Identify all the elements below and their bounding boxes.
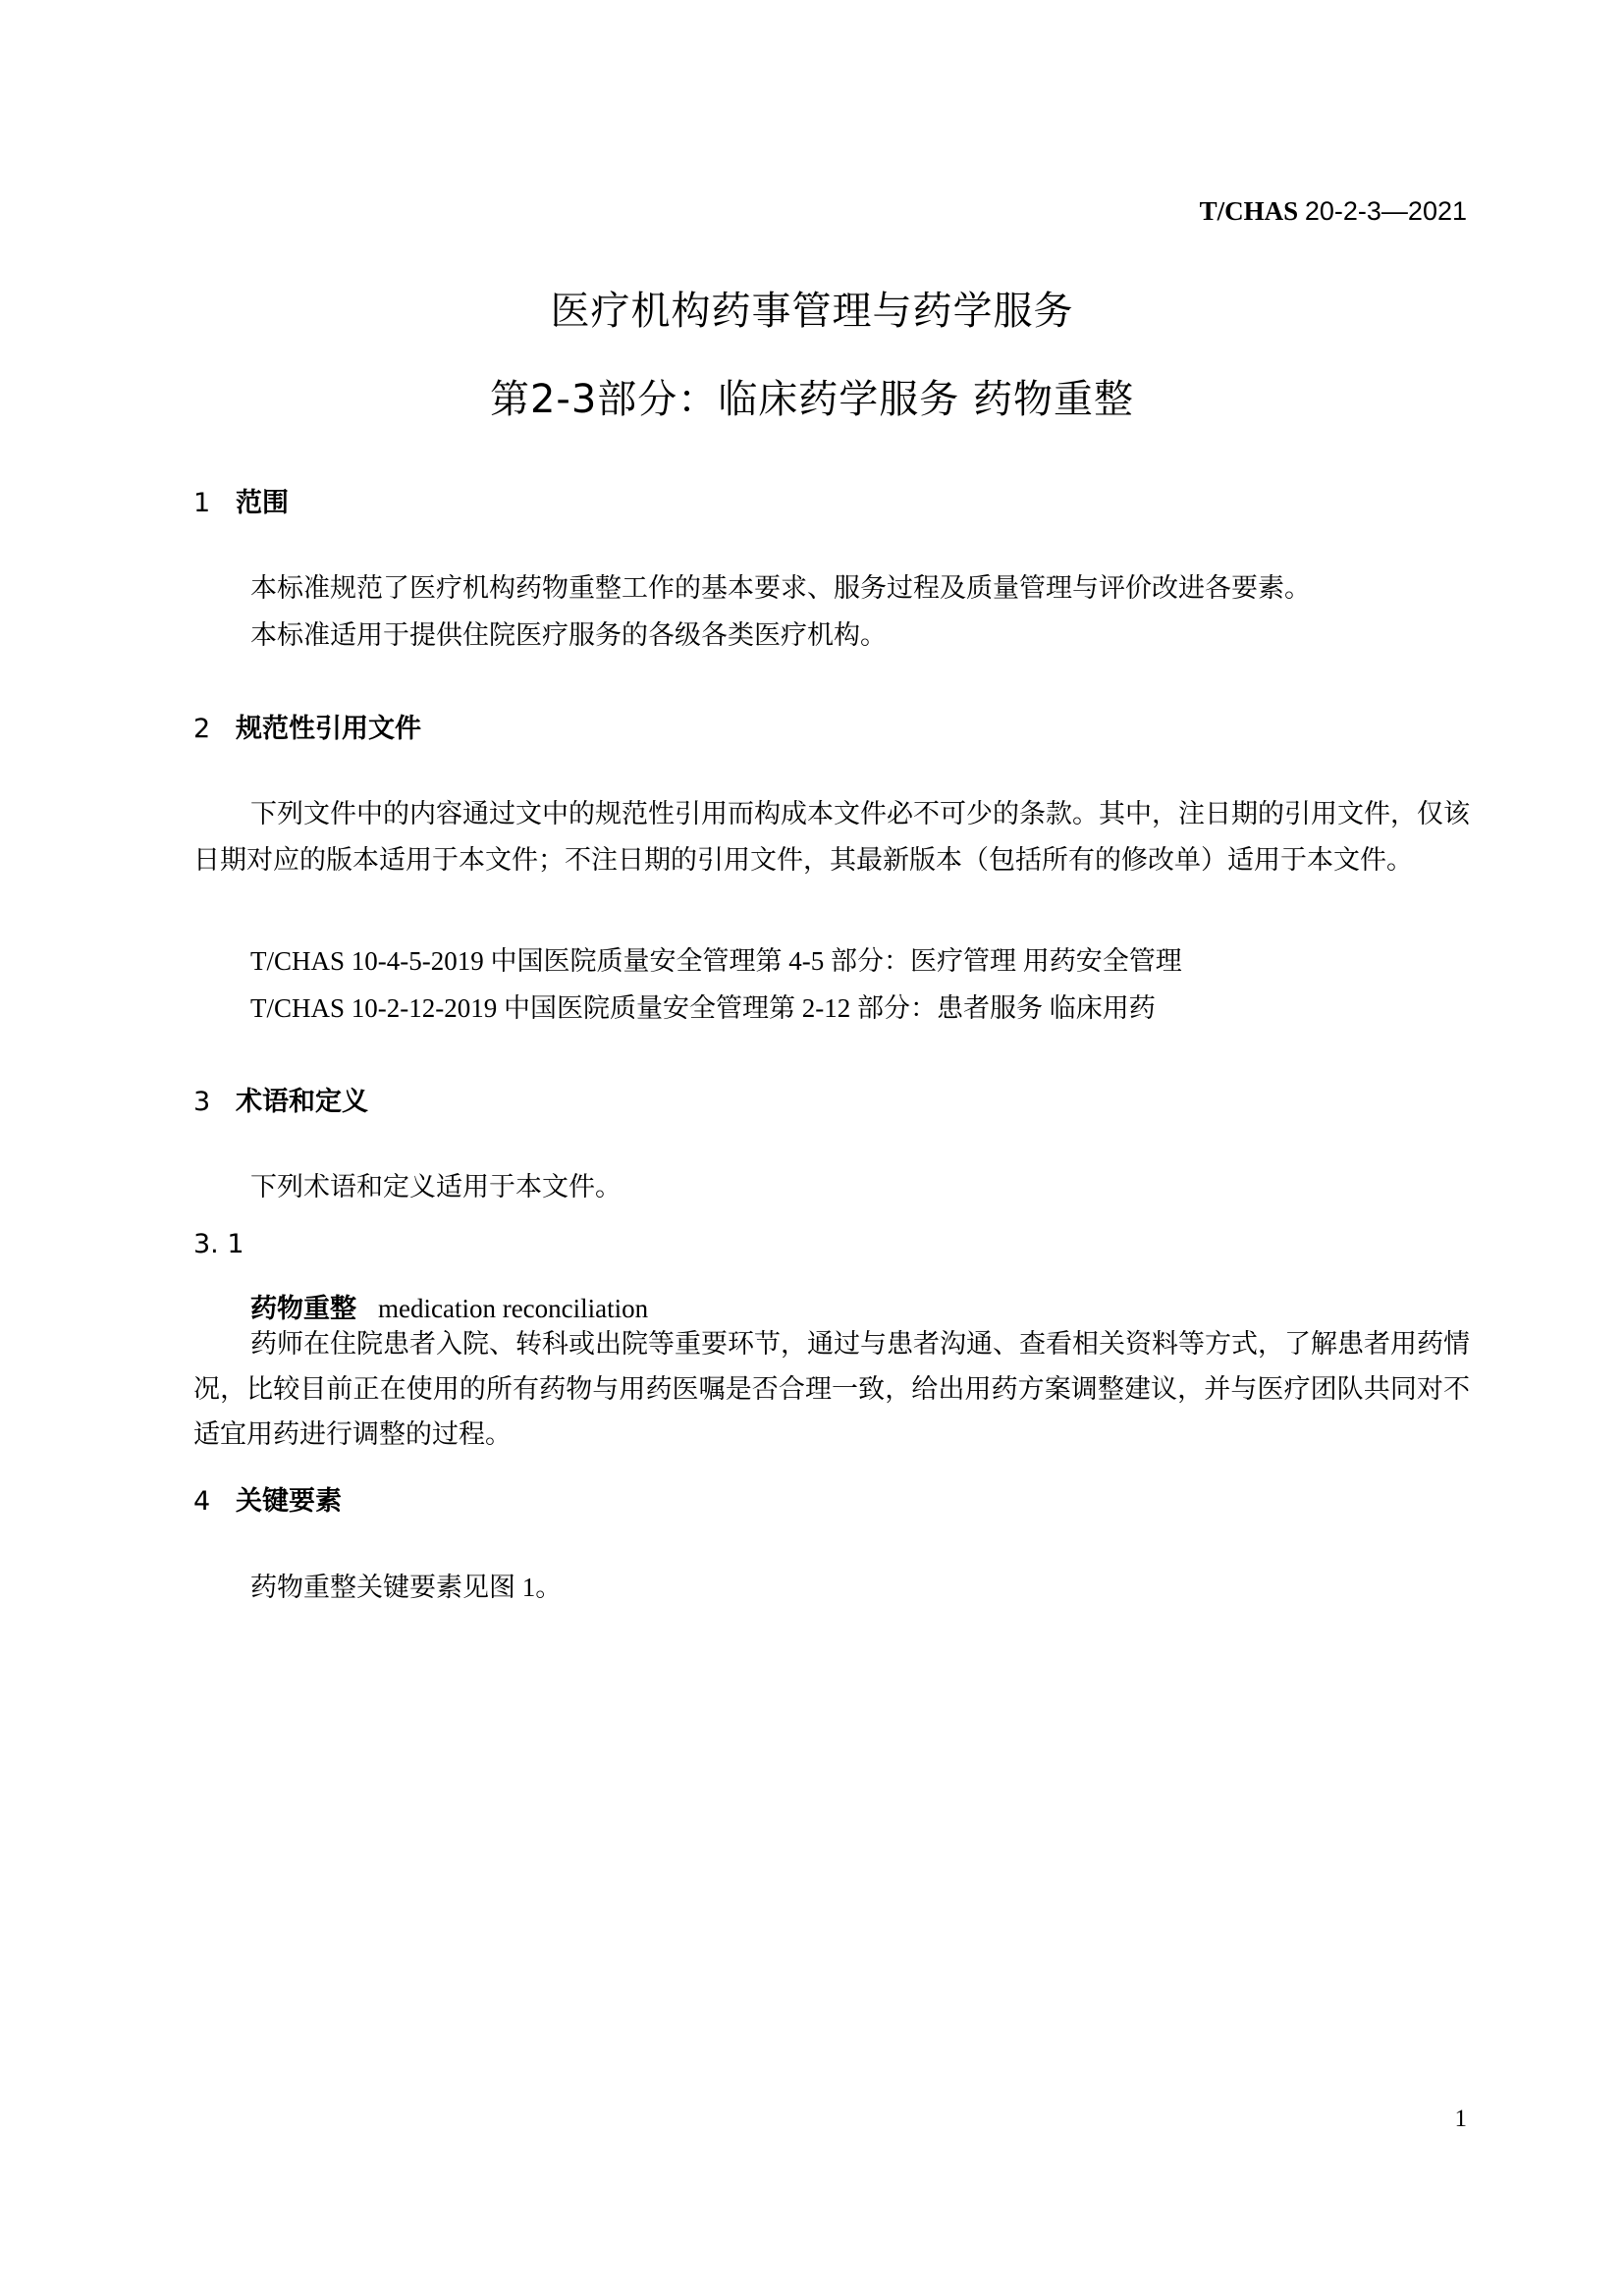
section-title: 范围 — [236, 488, 289, 518]
document-subtitle: 第2-3部分：临床药学服务 药物重整 — [489, 377, 1135, 422]
standard-code — [1200, 196, 1467, 227]
section-number: 4 — [193, 1486, 211, 1517]
references-intro-paragraph: 下列文件中的内容通过文中的规范性引用而构成本文件必不可少的条款。其中，注日期的引用文件，仅该日期对应的版本适用于本文件；不注日期的引用文件，其最新版本（包括所有的修改单）适用于本文件。 — [193, 799, 1470, 875]
section-4-heading — [193, 1479, 342, 1518]
standard-code-number: 20-2-3—2021 — [1304, 196, 1467, 226]
scope-paragraph-1: 本标准规范了医疗机构药物重整工作的基本要求、服务过程及质量管理与评价改进各要素。 — [250, 573, 1311, 603]
section-title: 关键要素 — [236, 1486, 342, 1517]
section-number: 3 — [193, 1087, 211, 1117]
key-elements-paragraph: 药物重整关键要素见图 1。 — [250, 1573, 563, 1602]
terms-intro-paragraph: 下列术语和定义适用于本文件。 — [250, 1172, 622, 1201]
page-number: 1 — [1454, 2106, 1467, 2132]
term-chinese: 药物重整 — [250, 1294, 356, 1324]
standard-code-prefix: T/CHAS — [1199, 196, 1305, 226]
section-title: 术语和定义 — [236, 1087, 368, 1117]
section-3-heading — [193, 1080, 368, 1118]
scope-paragraph-2: 本标准适用于提供住院医疗服务的各级各类医疗机构。 — [250, 620, 887, 650]
reference-item-1: T/CHAS 10-4-5-2019 中国医院质量安全管理第 4-5 部分：医疗管理 用药安全管理 — [250, 946, 1182, 976]
subclause-number: 3. 1 — [193, 1229, 244, 1259]
section-number: 2 — [193, 714, 211, 744]
section-1-heading — [193, 481, 289, 519]
section-number: 1 — [193, 488, 211, 518]
section-title: 规范性引用文件 — [236, 714, 421, 744]
document-title: 医疗机构药事管理与药学服务 — [550, 289, 1074, 334]
term-english: medication reconciliation — [378, 1294, 649, 1323]
reference-item-2: T/CHAS 10-2-12-2019 中国医院质量安全管理第 2-12 部分：患者服务 临床用药 — [250, 993, 1156, 1023]
section-2-heading — [193, 707, 421, 745]
term-definition: 药师在住院患者入院、转科或出院等重要环节，通过与患者沟通、查看相关资料等方式，了解患者用药情况，比较目前正在使用的所有药物与用药医嘱是否合理一致，给出用药方案调整建议，并与医疗团队共同对不适宜用药进行调整的过程。 — [193, 1329, 1470, 1449]
